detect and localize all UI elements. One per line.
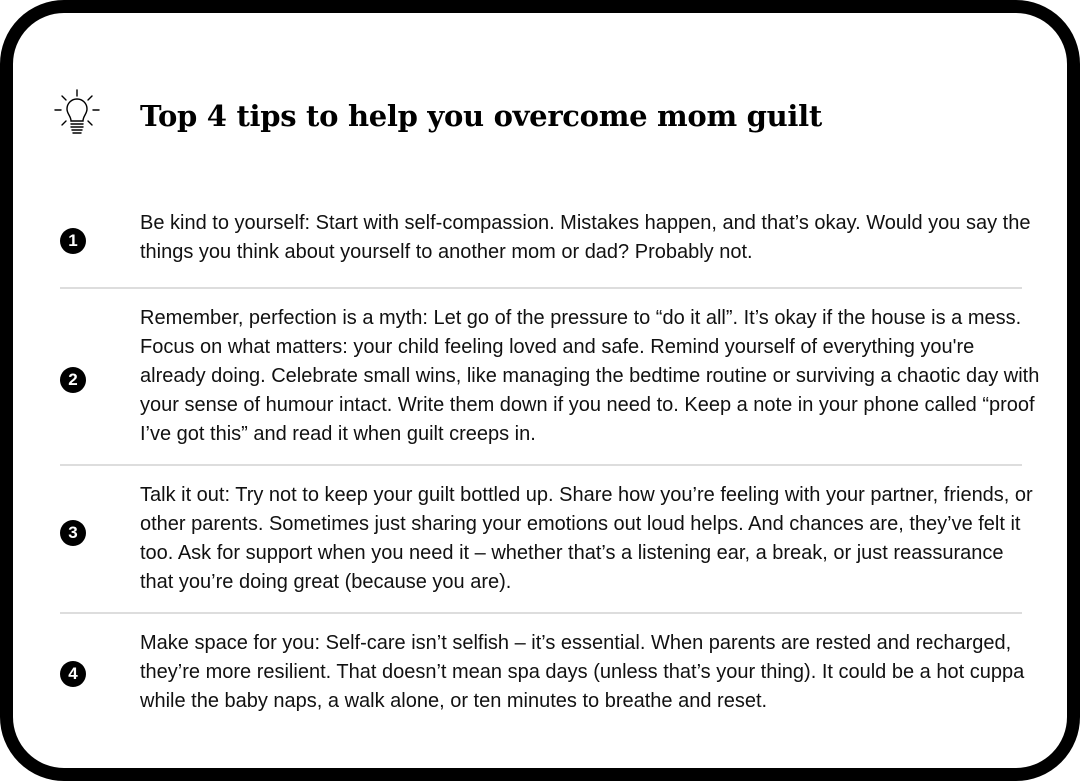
divider <box>60 612 1022 614</box>
tip-text: Be kind to yourself: Start with self-compassion. Mistakes happen, and that’s okay. Would you say the things you think about yourself to another mom or dad? Probably not. <box>140 212 1031 263</box>
tip-text: Remember, perfection is a myth: Let go of the pressure to “do it all”. It’s okay if the house is a mess. Focus on what matters: your child feeling loved and safe. Remind yourself of everything you're already doing. Celebrate small wins, like managing the bedtime routine or surviving a chaotic day with your sense of humour intact. Write them down if you need to. Keep a note in your phone called “proof I’ve got this” and read it when guilt creeps in. <box>140 307 1040 445</box>
lightbulb-icon <box>53 88 101 136</box>
number-badge: 1 <box>60 228 86 254</box>
page-title: Top 4 tips to help you overcome mom guilt <box>140 99 822 133</box>
divider <box>60 464 1022 466</box>
tip-text: Talk it out: Try not to keep your guilt bottled up. Share how you’re feeling with your partner, friends, or other parents. Sometimes just sharing your emotions out loud helps. And chances are, they’ve felt it too. Ask for support when you need it – whether that’s a listening ear, a break, or just reassurance that you’re doing great (because you are). <box>140 484 1033 593</box>
number-badge: 2 <box>60 367 86 393</box>
number-badge: 4 <box>60 661 86 687</box>
tip-text: Make space for you: Self-care isn’t selfish – it’s essential. When parents are rested and recharged, they’re more resilient. That doesn’t mean spa days (unless that’s your thing). It could be a hot cuppa while the baby naps, a walk alone, or ten minutes to breathe and reset. <box>140 632 1025 712</box>
divider <box>60 287 1022 289</box>
number-badge: 3 <box>60 520 86 546</box>
